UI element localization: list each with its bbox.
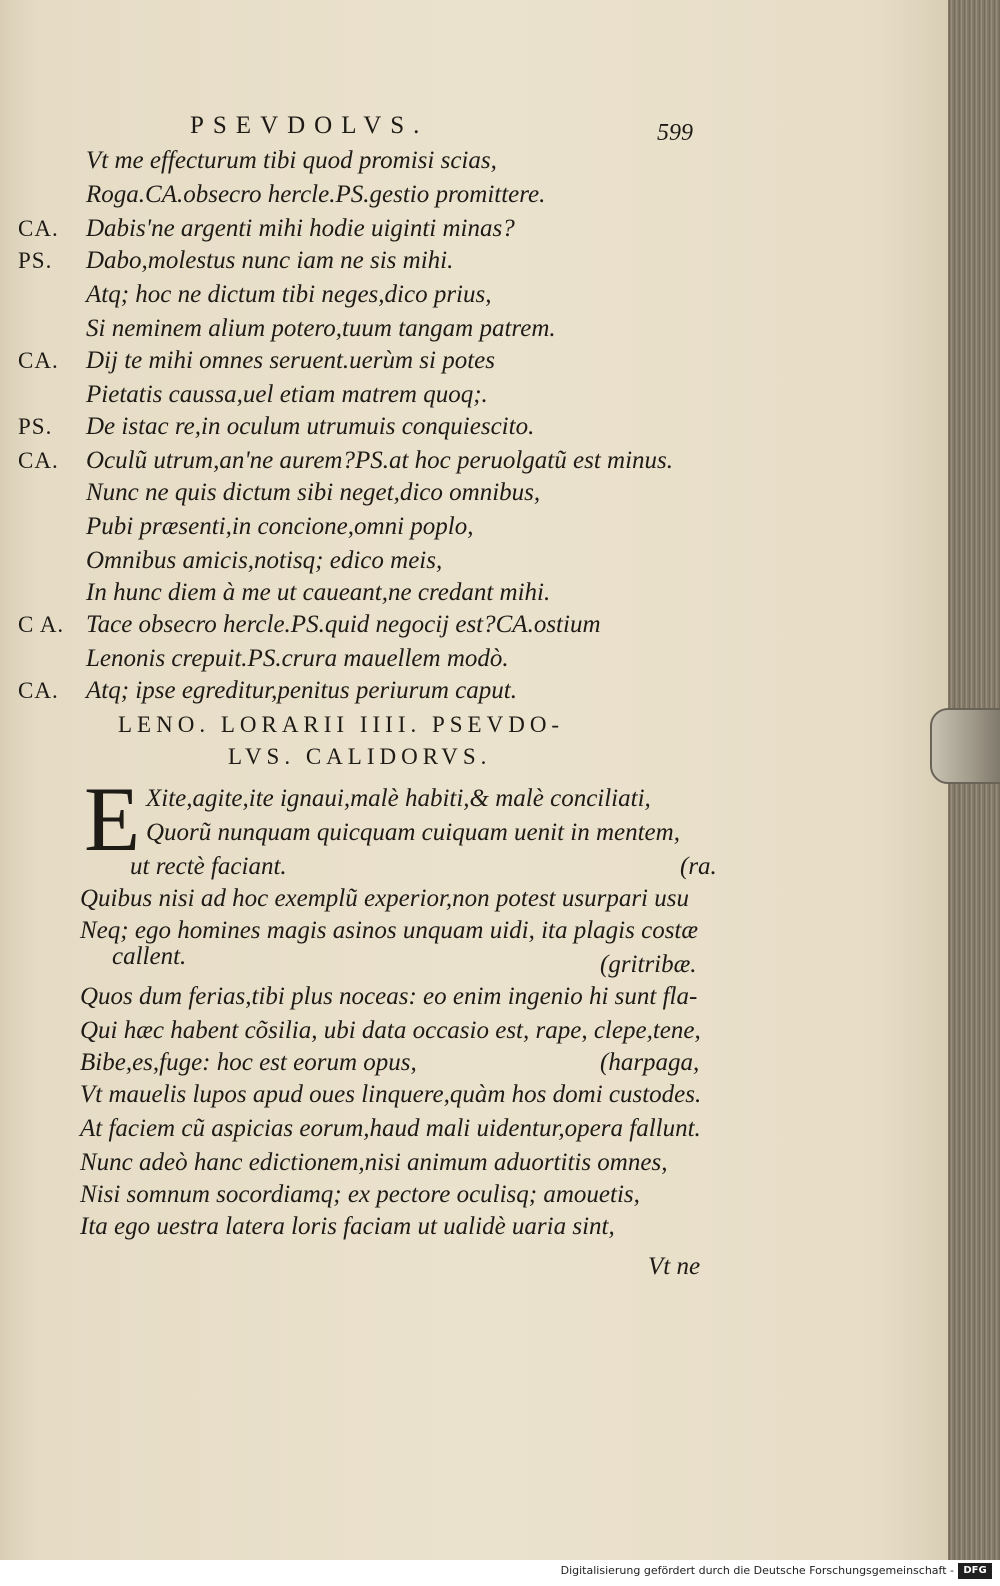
verse-line: Oculũ utrum,an'ne aurem?PS.at hoc peruolgatũ est minus. <box>86 447 673 474</box>
verse-line: Atq; ipse egreditur,penitus periurum caput. <box>86 677 517 704</box>
verse-line: Qui hæc habent cõsilia, ubi data occasio est, rape, clepe,tene, <box>80 1017 701 1044</box>
dfg-logo: DFG <box>958 1563 992 1579</box>
verse-line: Bibe,es,fuge: hoc est eorum opus, <box>80 1049 417 1076</box>
book-clasp <box>930 708 1000 784</box>
scene-heading: LENO. LORARII IIII. PSEVDO- <box>118 712 565 737</box>
speaker-label: CA. <box>18 348 59 373</box>
verse-line: Dabo,molestus nunc iam ne sis mihi. <box>86 247 454 274</box>
verse-line: Pubi præsenti,in concione,omni poplo, <box>86 513 474 540</box>
verse-line: Atq; hoc ne dictum tibi neges,dico prius, <box>86 281 492 308</box>
speaker-label: PS. <box>18 248 53 273</box>
verse-line: Nunc adeò hanc edictionem,nisi animum aduortitis omnes, <box>80 1149 668 1176</box>
turnover: (ra. <box>680 853 717 880</box>
drop-cap: E <box>84 768 141 870</box>
speaker-label: CA. <box>18 678 59 703</box>
verse-line: At faciem cũ aspicias eorum,haud mali uidentur,opera fallunt. <box>80 1115 701 1142</box>
verse-line: Lenonis crepuit.PS.crura mauellem modò. <box>86 645 509 672</box>
verse-line: Nisi somnum socordiamq; ex pectore oculisq; amouetis, <box>80 1181 640 1208</box>
verse-line: Dabis'ne argenti mihi hodie uiginti minas? <box>86 215 515 242</box>
catchword: Vt ne <box>648 1253 701 1280</box>
verse-line: De istac re,in oculum utrumuis conquiescito. <box>86 413 535 440</box>
speaker-label: C A. <box>18 612 65 637</box>
verse-line: Ita ego uestra latera loris faciam ut ualidè uaria sint, <box>80 1213 615 1240</box>
verse-line: Quibus nisi ad hoc exemplũ experior,non potest usurpari usu <box>80 885 689 912</box>
verse-line: Tace obsecro hercle.PS.quid negocij est?CA.ostium <box>86 611 601 638</box>
speaker-label: CA. <box>18 448 59 473</box>
digitization-footer <box>0 1560 1000 1586</box>
turnover: (harpaga, <box>600 1049 700 1076</box>
verse-line: Omnibus amicis,notisq; edico meis, <box>86 547 443 574</box>
verse-line: Neq; ego homines magis asinos unquam uidi, ita plagis costæ <box>80 917 699 944</box>
verse-line: Si neminem alium potero,tuum tangam patrem. <box>86 315 556 342</box>
speaker-label: CA. <box>18 216 59 241</box>
verse-line: callent. <box>112 943 187 970</box>
speaker-label: PS. <box>18 414 53 439</box>
verse-line: Pietatis caussa,uel etiam matrem quoq;. <box>86 381 488 408</box>
turnover: (gritribæ. <box>600 951 697 978</box>
verse-line: In hunc diem à me ut caueant,ne credant mihi. <box>86 579 551 606</box>
page-number: 599 <box>657 120 693 146</box>
verse-line: Vt mauelis lupos apud oues linquere,quàm hos domi custodes. <box>80 1081 702 1108</box>
verse-line: Nunc ne quis dictum sibi neget,dico omnibus, <box>86 479 541 506</box>
footer-credit: Digitalisierung gefördert durch die Deutsche Forschungsgemeinschaft - <box>560 1564 954 1577</box>
scene-heading: LVS. CALIDORVS. <box>228 744 492 769</box>
running-head: PSEVDOLVS. <box>190 112 429 139</box>
verse-line: ut rectè faciant. <box>130 853 287 880</box>
verse-line: Dij te mihi omnes seruent.uerùm si potes <box>86 347 495 374</box>
verse-line: Roga.CA.obsecro hercle.PS.gestio promittere. <box>86 181 546 208</box>
verse-line: Vt me effecturum tibi quod promisi scias, <box>86 147 497 174</box>
verse-line: Xite,agite,ite ignaui,malè habiti,& malè conciliati, <box>146 785 651 812</box>
verse-line: Quos dum ferias,tibi plus noceas: eo enim ingenio hi sunt fla- <box>80 983 698 1010</box>
verse-line: Quorũ nunquam quicquam cuiquam uenit in mentem, <box>146 819 680 846</box>
